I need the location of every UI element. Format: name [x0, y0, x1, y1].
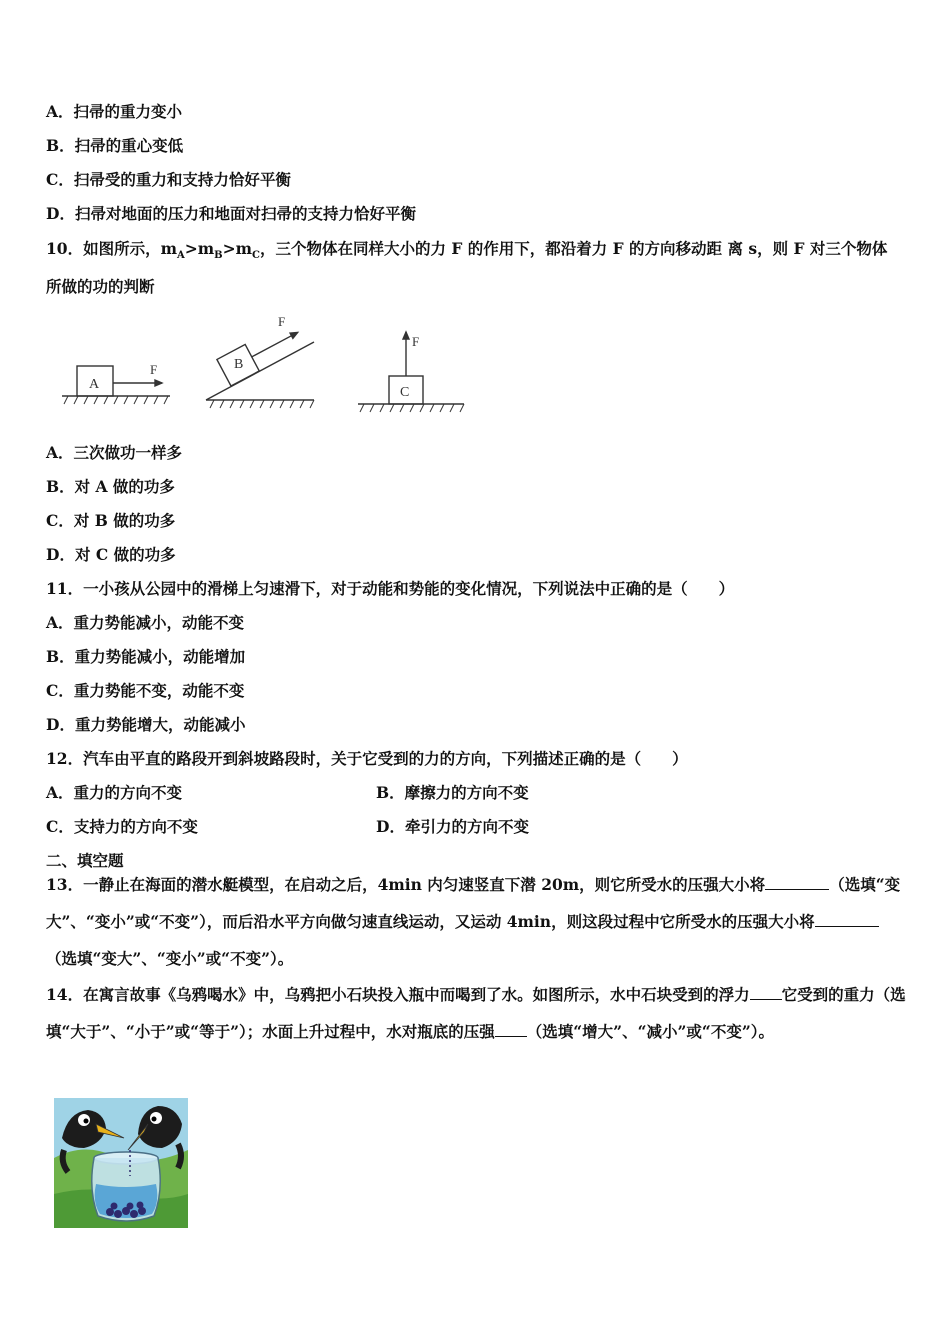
q9-option-a: A．扫帚的重力变小	[46, 102, 183, 121]
q10-stem: 10．如图所示，$m_A>m_B>m_C$，三个物体在同样大小的力 F 的作用下，都沿着力 F 的方向移动距 离 s，则 F 对三个物体	[46, 239, 888, 262]
q14-text: 14．在寓言故事《乌鸦喝水》中，乌鸦把小石块投入瓶中而喝到了水。如图所示，水中石块受到的浮力 它受到的重力（选填“大于”、“小于”或“等于”）；水面上升过程中，水对瓶底的压强 （选填“增大”、“减小”或“不变”）。	[46, 985, 906, 1041]
label-b: B	[234, 357, 244, 372]
q9-option-b: B．扫帚的重心变低	[46, 136, 184, 155]
q11-option-b: B．重力势能减小，动能增加	[46, 647, 246, 666]
q13-blank-2[interactable]	[815, 912, 879, 927]
section-title: 二、填空题	[46, 851, 124, 870]
q11-stem: 11．一小孩从公园中的滑梯上匀速滑下，对于动能和势能的变化情况，下列说法中正确的是（ ）	[46, 579, 735, 598]
label-f-c: F	[412, 334, 420, 349]
q12-stem: 12．汽车由平直的路段开到斜坡路段时，关于它受到的力的方向，下列描述正确的是（ ）	[46, 749, 688, 768]
q11-option-d: D．重力势能增大，动能减小	[46, 715, 246, 734]
crow-illustration	[54, 1098, 188, 1228]
q9-option-d: D．扫帚对地面的压力和地面对扫帚的支持力恰好平衡	[46, 204, 416, 223]
q12-option-b: B．摩擦力的方向不变	[376, 783, 529, 802]
q10-option-c: C．对 B 做的功多	[46, 511, 176, 530]
q11-option-a: A．重力势能减小，动能不变	[46, 613, 245, 632]
label-f-a: F	[150, 362, 158, 377]
q14-blank-1[interactable]	[750, 985, 782, 1000]
q12-option-a: A．重力的方向不变	[46, 783, 183, 802]
q10-option-b: B．对 A 做的功多	[46, 477, 175, 496]
label-a: A	[89, 377, 100, 392]
force-arrow-b	[252, 332, 298, 356]
q10-option-a: A．三次做功一样多	[46, 443, 183, 462]
q13-text: 13．一静止在海面的潜水艇模型，在启动之后，4min 内匀速竖直下潜 20m，则它所受水的压强大小将 （选填“变大”、“变小”或“不变”），而后沿水平方向做匀速直线运动，又运动 4min，则这段过程中它所受水的压强大小将（选填“变大”、“变小”或“不变”）。	[46, 875, 901, 968]
q11-option-c: C．重力势能不变，动能不变	[46, 681, 245, 700]
q10-figure	[58, 310, 478, 416]
q12-option-c: C．支持力的方向不变	[46, 817, 198, 836]
q12-option-d: D．牵引力的方向不变	[376, 817, 529, 836]
q10-option-d: D．对 C 做的功多	[46, 545, 176, 564]
q14-blank-2[interactable]	[495, 1022, 527, 1037]
q10-stem-line2: 所做的功的判断	[46, 277, 155, 296]
q9-option-c: C．扫帚受的重力和支持力恰好平衡	[46, 170, 291, 189]
q13-blank-1[interactable]	[765, 875, 829, 890]
label-c: C	[400, 385, 410, 400]
label-f-b: F	[278, 314, 286, 329]
